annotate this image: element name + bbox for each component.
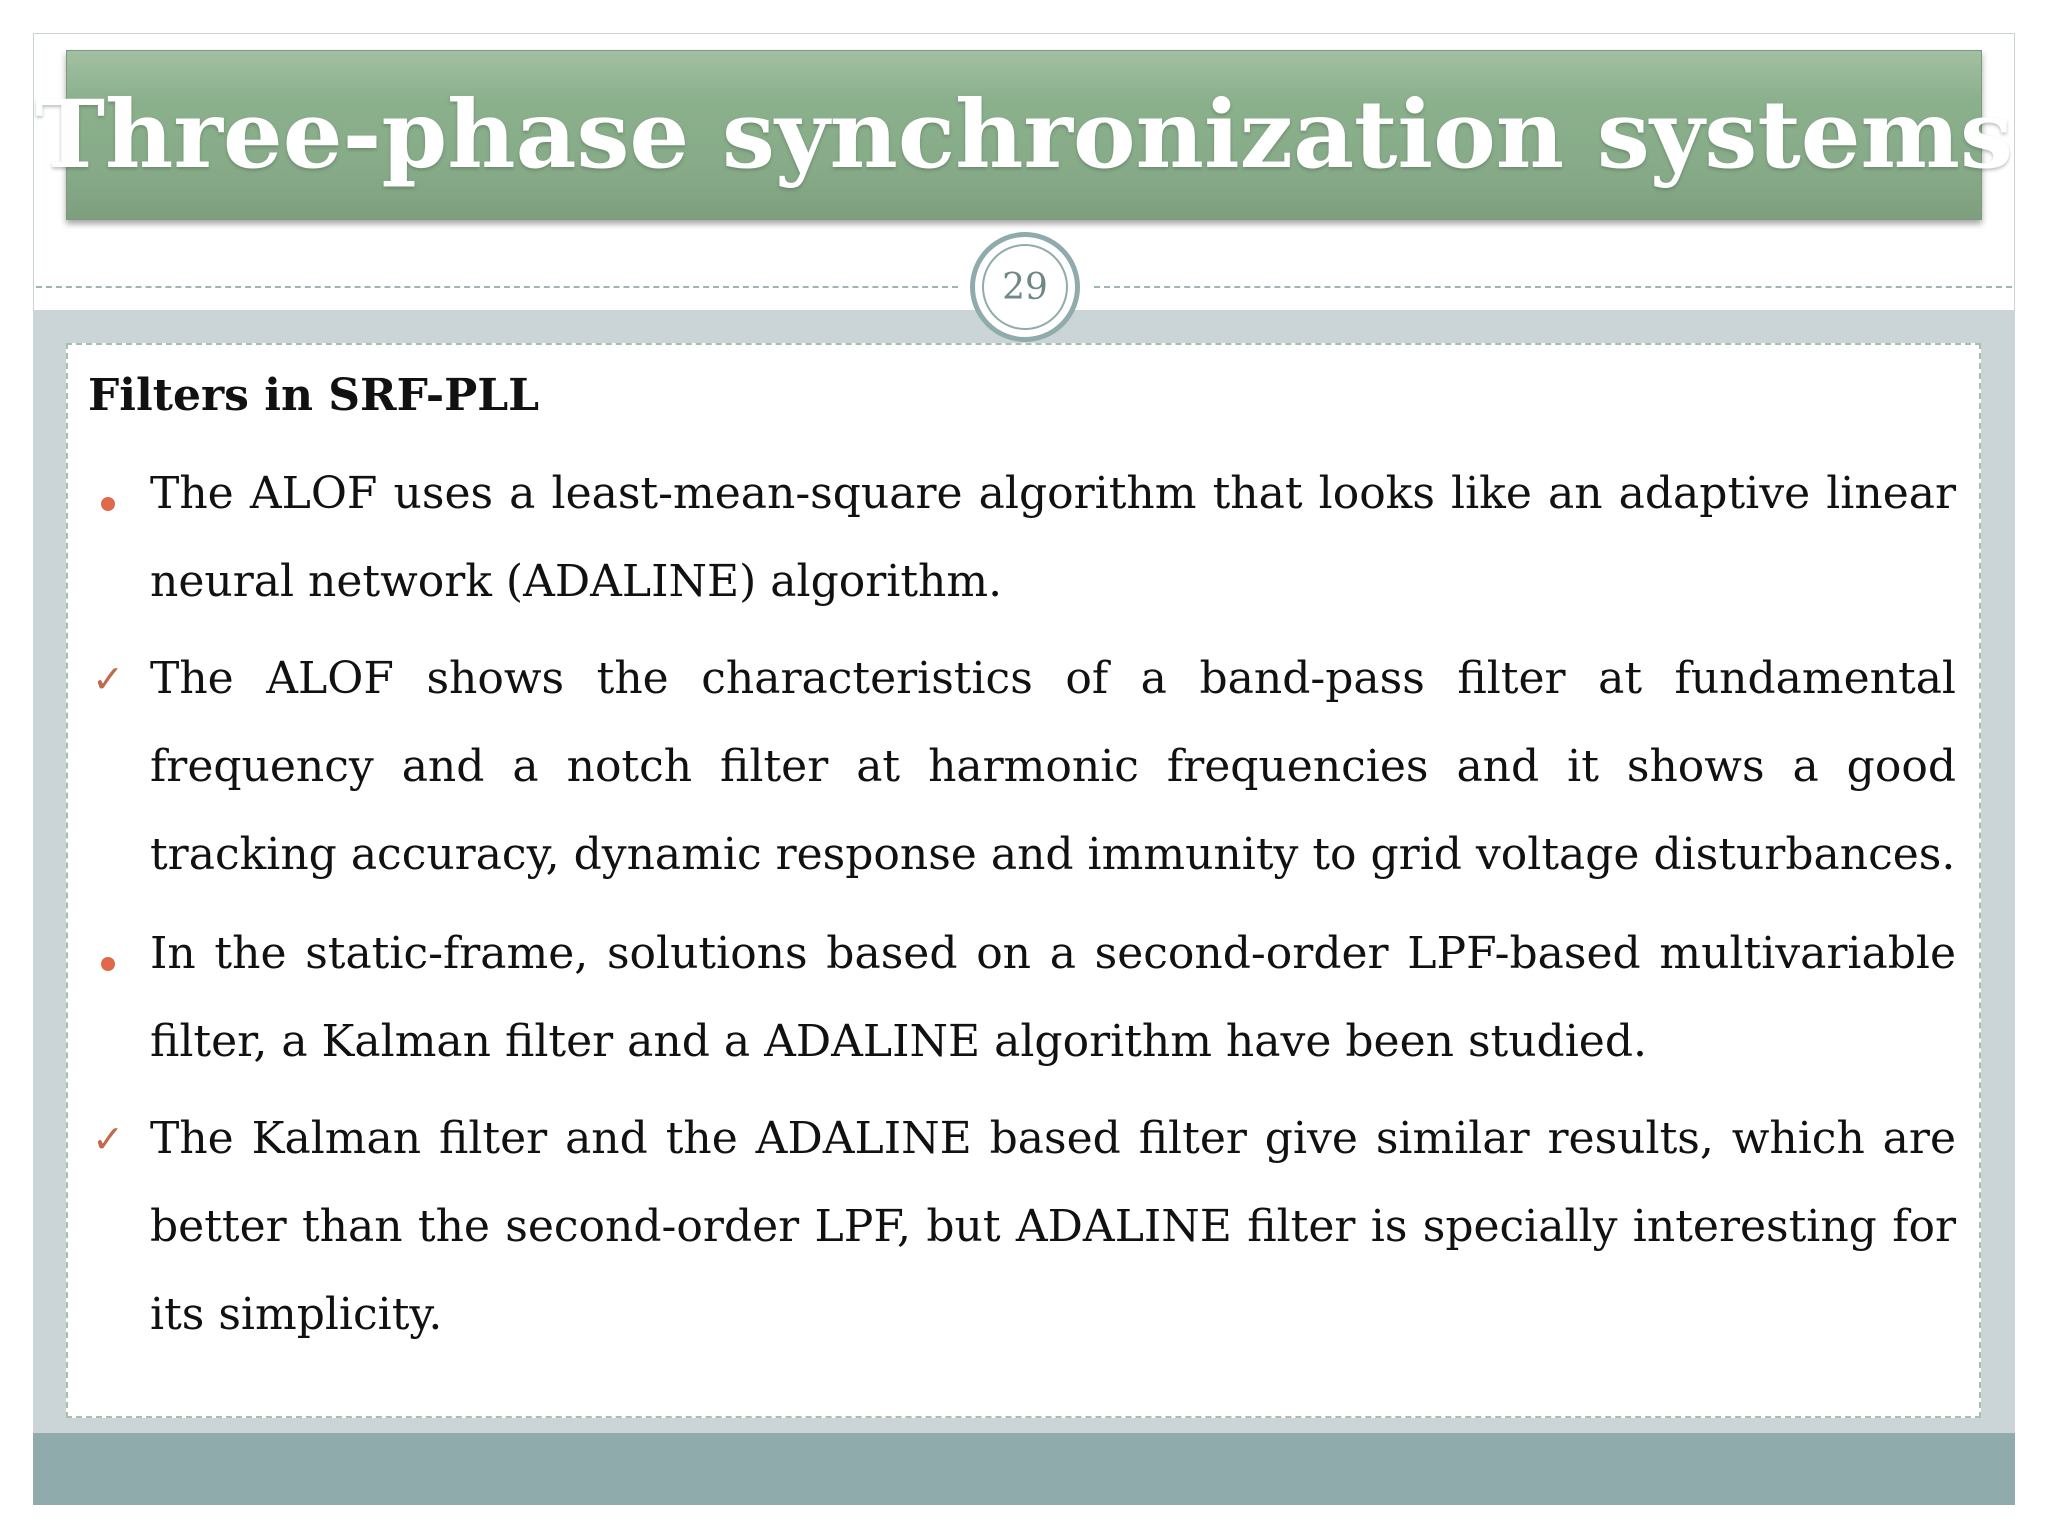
page-number-badge <box>970 232 1080 342</box>
title-bar <box>35 50 2013 220</box>
check-mark-icon: ✓ <box>92 1117 124 1161</box>
divider-left <box>36 286 958 288</box>
divider-right <box>1094 286 2012 288</box>
bullet-text: The Kalman filter and the ADALINE based filter give similar results, which are better than the second-order LPF, but ADALINE filter is specially interesting for its simplicity. <box>150 1113 1956 1340</box>
section-heading: Filters in SRF-PLL <box>88 370 540 421</box>
slide-title: Three-phase synchronization systems <box>35 80 2013 190</box>
footer-band <box>33 1433 2015 1505</box>
page-number: 29 <box>982 244 1068 330</box>
bullet-dot-icon <box>88 956 128 975</box>
bullet-text: In the static-frame, solutions based on a second-order LPF-based multivariable filter, a Kalman filter and a ADALINE algorithm have been studied. <box>150 928 1956 1067</box>
bullet-text: The ALOF shows the characteristics of a band-pass filter at fundamental frequency and a notch filter at harmonic frequencies and it shows a good tracking accuracy, dynamic response and immunity to grid voltage disturbances. <box>150 653 1956 880</box>
check-mark-icon: ✓ <box>92 657 124 701</box>
bullet-text: The ALOF uses a least-mean-square algorithm that looks like an adaptive linear neural network (ADALINE) algorithm. <box>150 468 1956 607</box>
bullet-dot-icon <box>88 496 128 515</box>
